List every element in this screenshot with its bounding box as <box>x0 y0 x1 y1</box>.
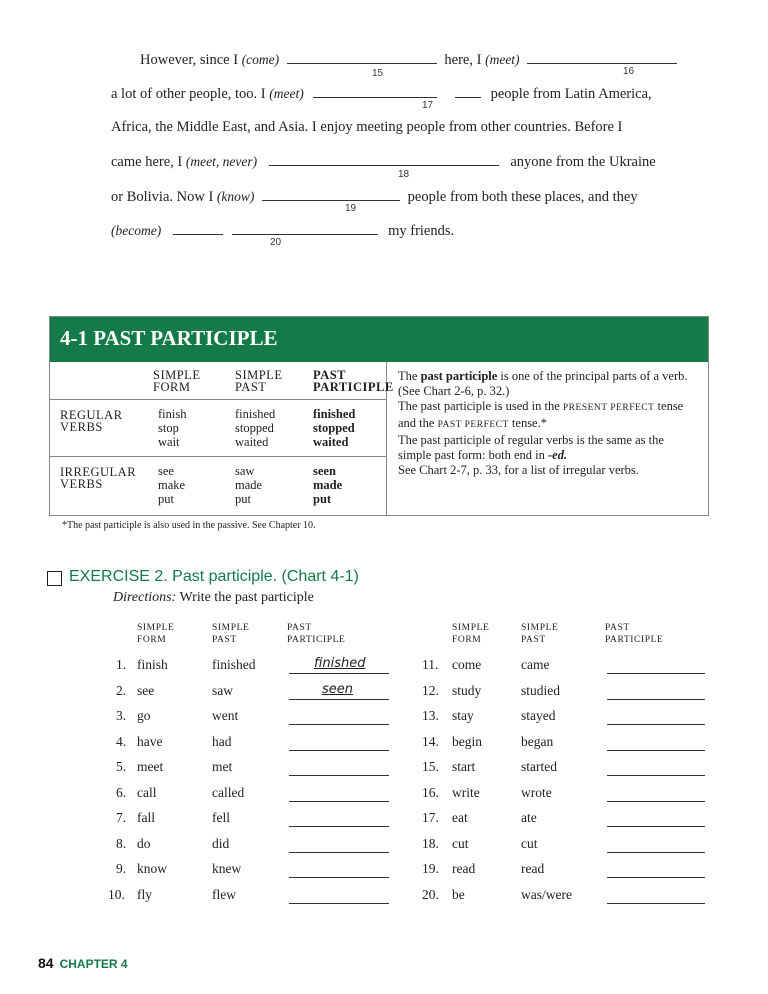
page-footer <box>38 955 128 973</box>
simple-past: stayed <box>521 708 556 723</box>
simple-past: fell <box>212 810 230 825</box>
header-word: PARTICIPLE <box>313 380 394 394</box>
answer-line[interactable] <box>607 750 705 751</box>
header-word: PARTICIPLE <box>605 635 664 645</box>
verb: seen <box>313 464 336 478</box>
simple-form: go <box>137 708 151 723</box>
paragraph-line-6 <box>111 220 454 240</box>
answer-line[interactable] <box>289 903 389 904</box>
verb: put <box>313 492 332 506</box>
regular-verbs-label <box>60 409 123 433</box>
header-word: SIMPLE <box>235 368 283 382</box>
paragraph-line-3: Africa, the Middle East, and Asia. I enjoy meeting people from other countries. Before I <box>111 119 623 135</box>
verb: made <box>313 478 343 492</box>
simple-past: finished <box>212 657 256 672</box>
directions-label: Directions: <box>113 590 177 605</box>
blank-20[interactable] <box>232 220 378 235</box>
answer-line[interactable] <box>289 673 389 674</box>
blank-17-extra[interactable] <box>455 83 481 98</box>
simple-past: called <box>212 784 245 800</box>
irregular-past <box>235 464 262 506</box>
answer-line[interactable] <box>607 877 705 878</box>
text: here, I <box>444 52 482 68</box>
item-number: 4. <box>116 733 127 749</box>
header-word: SIMPLE <box>153 368 201 382</box>
simple-past: came <box>521 657 550 672</box>
regular-past <box>235 407 275 449</box>
item-number: 17. <box>422 810 439 825</box>
col-header-past-participle <box>313 369 394 393</box>
answer-line[interactable] <box>289 750 389 751</box>
header-word: PAST <box>287 623 312 633</box>
verb-cue: (meet) <box>269 86 304 101</box>
blank-17[interactable] <box>313 83 437 98</box>
simple-form: begin <box>452 733 482 749</box>
col-header-simple-past <box>235 369 282 393</box>
col-header-simple-form <box>153 369 200 393</box>
simple-form: start <box>452 759 476 774</box>
verb-cue: (meet) <box>485 52 520 67</box>
exercise-title: EXERCISE 2. Past participle. (Chart 4-1) <box>69 568 359 585</box>
simple-form: fly <box>137 886 152 902</box>
item-number: 8. <box>116 835 127 851</box>
verb: put <box>235 492 251 506</box>
text: people from Latin America, <box>490 86 652 102</box>
text: PAST PERFECT <box>437 420 509 430</box>
header-word: SIMPLE <box>137 623 175 633</box>
answer-line[interactable] <box>289 826 389 827</box>
chart-footnote: *The past participle is also used in the passive. See Chapter 10. <box>62 520 316 531</box>
note-2 <box>398 399 698 433</box>
item-number: 6. <box>116 784 127 800</box>
simple-form: meet <box>137 759 164 774</box>
regular-forms <box>158 407 186 449</box>
answer-line[interactable] <box>607 699 705 700</box>
answer-line[interactable] <box>607 801 705 802</box>
item-number: 16. <box>422 784 439 800</box>
answer-line[interactable] <box>607 724 705 725</box>
verb: finish <box>158 407 187 421</box>
answer-line[interactable] <box>607 775 705 776</box>
blank-15[interactable] <box>287 49 437 64</box>
header-word: FORM <box>452 635 482 645</box>
text: The <box>398 369 421 383</box>
item-number: 19. <box>422 861 439 876</box>
note-3 <box>398 433 698 463</box>
simple-form: fall <box>137 810 155 825</box>
verb: stop <box>158 421 179 435</box>
directions-text: Write the past participle <box>179 590 314 605</box>
handwritten-answer: seen <box>322 681 354 697</box>
header-word: PAST <box>605 623 630 633</box>
right-col-header-past-participle <box>605 622 663 646</box>
item-number: 13. <box>422 708 439 723</box>
label-word: VERBS <box>60 477 103 491</box>
simple-form: eat <box>452 810 468 825</box>
simple-past: met <box>212 759 233 774</box>
verb-cue: (know) <box>216 189 255 204</box>
blank-number: 17 <box>422 100 434 111</box>
header-word: FORM <box>137 635 167 645</box>
text: However, since I <box>140 52 239 68</box>
blank-number: 19 <box>345 203 357 214</box>
text: a lot of other people, too. I <box>111 86 266 102</box>
verb: finished <box>313 407 356 421</box>
item-number: 10. <box>108 886 125 902</box>
note-1 <box>398 369 698 399</box>
simple-form: come <box>452 657 482 672</box>
participle-table <box>50 362 394 515</box>
answer-line[interactable] <box>607 673 705 674</box>
blank-number: 18 <box>398 169 410 180</box>
blank-18[interactable] <box>269 151 499 166</box>
item-number: 9. <box>116 861 127 876</box>
blank-number: 20 <box>270 237 282 248</box>
header-word: SIMPLE <box>452 623 490 633</box>
text: people from both these places, and they <box>407 189 638 205</box>
verb: saw <box>235 464 255 478</box>
answer-line[interactable] <box>289 877 389 878</box>
answer-line[interactable] <box>607 826 705 827</box>
divider <box>50 399 386 400</box>
answer-line[interactable] <box>289 852 389 853</box>
label-word: REGULAR <box>60 408 123 422</box>
header-word: PAST <box>235 380 267 394</box>
verb: finished <box>235 407 276 421</box>
item-number: 15. <box>422 759 439 774</box>
simple-past: flew <box>212 886 236 902</box>
simple-form: see <box>137 682 155 698</box>
text: came here, I <box>111 154 183 170</box>
answer-line[interactable] <box>289 724 389 725</box>
simple-form: study <box>452 682 482 698</box>
simple-past: had <box>212 733 232 749</box>
item-number: 18. <box>422 835 439 851</box>
verb: wait <box>158 435 180 449</box>
simple-past: cut <box>521 835 538 851</box>
paragraph-line-2 <box>111 83 652 103</box>
left-col-header-simple-form <box>137 622 174 646</box>
header-word: PAST <box>313 368 347 382</box>
chart-notes <box>398 369 698 478</box>
left-col-header-past-participle <box>287 622 345 646</box>
left-col-header-simple-past <box>212 622 249 646</box>
simple-form: call <box>137 784 157 800</box>
verb: waited <box>235 435 269 449</box>
regular-participle <box>313 407 355 449</box>
verb-cue: (come) <box>241 52 280 67</box>
item-number: 14. <box>422 733 439 749</box>
paragraph-line-5 <box>111 186 638 206</box>
item-number: 2. <box>116 682 127 698</box>
answer-line[interactable] <box>289 775 389 776</box>
paragraph-line-4 <box>111 151 656 171</box>
page-number: 84 <box>38 955 54 971</box>
label-word: VERBS <box>60 420 103 434</box>
verb: made <box>235 478 263 492</box>
verb: waited <box>313 435 349 449</box>
simple-form: finish <box>137 657 168 672</box>
blank-number: 15 <box>372 68 384 79</box>
simple-form: cut <box>452 835 469 851</box>
text: tense.* <box>508 416 547 430</box>
simple-past: started <box>521 759 557 774</box>
header-word: PARTICIPLE <box>287 635 346 645</box>
simple-past: began <box>521 733 554 749</box>
chapter-label: CHAPTER 4 <box>59 957 128 971</box>
simple-past: studied <box>521 682 560 698</box>
text: is one of the principal parts of a verb. (See Chart 2-6, p. 32.) <box>398 369 688 398</box>
text: -ed. <box>547 448 568 462</box>
blank-number: 16 <box>623 66 635 77</box>
item-number: 12. <box>422 682 439 698</box>
simple-past: went <box>212 708 239 723</box>
header-word: SIMPLE <box>212 623 250 633</box>
simple-form: stay <box>452 708 474 723</box>
right-col-header-simple-past <box>521 622 558 646</box>
simple-form: write <box>452 784 480 800</box>
header-word: SIMPLE <box>521 623 559 633</box>
item-number: 20. <box>422 886 439 902</box>
header-word: PAST <box>212 635 237 645</box>
simple-form: do <box>137 835 151 851</box>
blank-20a[interactable] <box>173 220 223 235</box>
header-word: FORM <box>153 380 191 394</box>
simple-past: saw <box>212 682 233 698</box>
text: tense and the <box>398 399 684 430</box>
answer-line[interactable] <box>607 852 705 853</box>
answer-line[interactable] <box>607 903 705 904</box>
right-col-header-simple-form <box>452 622 489 646</box>
verb: see <box>158 464 174 478</box>
text: my friends. <box>388 223 455 239</box>
verb: stopped <box>313 421 355 435</box>
chart-header <box>50 317 708 362</box>
chart-title: 4-1 PAST PARTICIPLE <box>60 326 278 350</box>
simple-form: read <box>452 861 476 876</box>
text: PRESENT PERFECT <box>562 403 655 413</box>
answer-line[interactable] <box>289 699 389 700</box>
text: or Bolivia. Now I <box>111 189 214 205</box>
text: The past participle is used in the <box>398 399 563 413</box>
item-number: 3. <box>116 708 127 723</box>
simple-past: wrote <box>521 784 552 800</box>
verb-cue: (become) <box>111 223 162 238</box>
irregular-verbs-label <box>60 466 136 490</box>
divider <box>50 456 386 457</box>
simple-form: have <box>137 733 163 749</box>
paragraph-line-1 <box>140 49 677 69</box>
simple-form: know <box>137 861 167 876</box>
exercise-checkbox[interactable] <box>47 571 62 586</box>
header-word: PAST <box>521 635 546 645</box>
simple-past: was/were <box>521 886 572 902</box>
label-word: IRREGULAR <box>60 465 137 479</box>
item-number: 1. <box>116 657 127 672</box>
text: anyone from the Ukraine <box>510 154 656 170</box>
irregular-forms <box>158 464 185 506</box>
verb: stopped <box>235 421 274 435</box>
text: The past participle of regular verbs is the same as the simple past form: both end in <box>398 433 664 462</box>
irregular-participle <box>313 464 342 506</box>
item-number: 11. <box>422 657 439 672</box>
verb: make <box>158 478 186 492</box>
handwritten-answer: finished <box>314 656 366 671</box>
simple-past: did <box>212 835 230 851</box>
text: past participle <box>420 369 498 383</box>
simple-past: ate <box>521 810 537 825</box>
exercise-directions <box>113 590 314 606</box>
grammar-chart <box>49 316 709 516</box>
item-number: 7. <box>116 810 127 825</box>
simple-past: knew <box>212 861 242 876</box>
verb: put <box>158 492 174 506</box>
verb-cue: (meet, never) <box>185 154 258 169</box>
simple-past: read <box>521 861 545 876</box>
simple-form: be <box>452 886 465 902</box>
item-number: 5. <box>116 759 127 774</box>
blank-16[interactable] <box>527 49 677 64</box>
blank-19[interactable] <box>262 186 400 201</box>
answer-line[interactable] <box>289 801 389 802</box>
note-4: See Chart 2-7, p. 33, for a list of irregular verbs. <box>398 463 639 477</box>
